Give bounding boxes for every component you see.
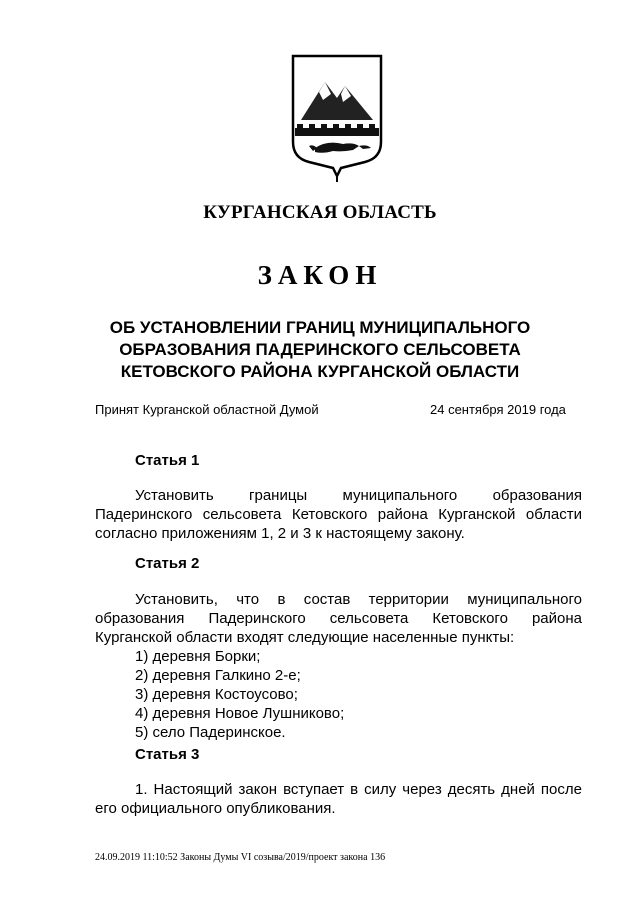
article-3-text: [95, 780, 582, 818]
text-line: образования Падеринского сельсовета Кетовского района: [95, 610, 582, 627]
text-line: согласно приложениям 1, 2 и 3 к настоящему закону.: [95, 525, 465, 542]
subtitle-line: ОБРАЗОВАНИЯ ПАДЕРИНСКОГО СЕЛЬСОВЕТА: [119, 340, 521, 359]
list-item: 4) деревня Новое Лушниково;: [135, 705, 345, 722]
article-2-heading: Статья 2: [135, 555, 200, 572]
text-line: его официального опубликования.: [95, 800, 336, 817]
document-type-title: ЗАКОН: [257, 260, 383, 290]
text-line: Установить границы муниципального образования: [135, 487, 582, 504]
adopted-date: 24 сентября 2019 года: [430, 402, 566, 417]
text-line: Падеринского сельсовета Кетовского района Курганской области: [95, 506, 582, 523]
subtitle-line: КЕТОВСКОГО РАЙОНА КУРГАНСКОЙ ОБЛАСТИ: [120, 362, 520, 381]
subtitle-line: ОБ УСТАНОВЛЕНИИ ГРАНИЦ МУНИЦИПАЛЬНОГО: [109, 318, 531, 337]
text-line: Установить, что в состав территории муниципального: [135, 591, 582, 608]
list-item: 3) деревня Костоусово;: [135, 686, 298, 703]
list-item: 5) село Падеринское.: [135, 724, 286, 741]
article-1-text: [95, 486, 582, 543]
coat-of-arms-emblem: [287, 50, 387, 182]
list-item: 1) деревня Борки;: [135, 648, 261, 665]
law-subtitle: [0, 317, 640, 383]
adopted-by: Принят Курганской областной Думой: [95, 402, 319, 417]
footer-file-path: 24.09.2019 11:10:52 Законы Думы VI созыва/2019/проект закона 136: [95, 852, 386, 863]
article-3-heading: Статья 3: [135, 746, 200, 763]
text-line: 1. Настоящий закон вступает в силу через десять дней после: [135, 781, 582, 798]
text-line: Курганской области входят следующие населенные пункты:: [95, 629, 515, 646]
article-1-heading: Статья 1: [135, 452, 200, 469]
region-title: КУРГАНСКАЯ ОБЛАСТЬ: [203, 202, 437, 223]
article-2-text: [95, 590, 582, 742]
list-item: 2) деревня Галкино 2-е;: [135, 667, 301, 684]
